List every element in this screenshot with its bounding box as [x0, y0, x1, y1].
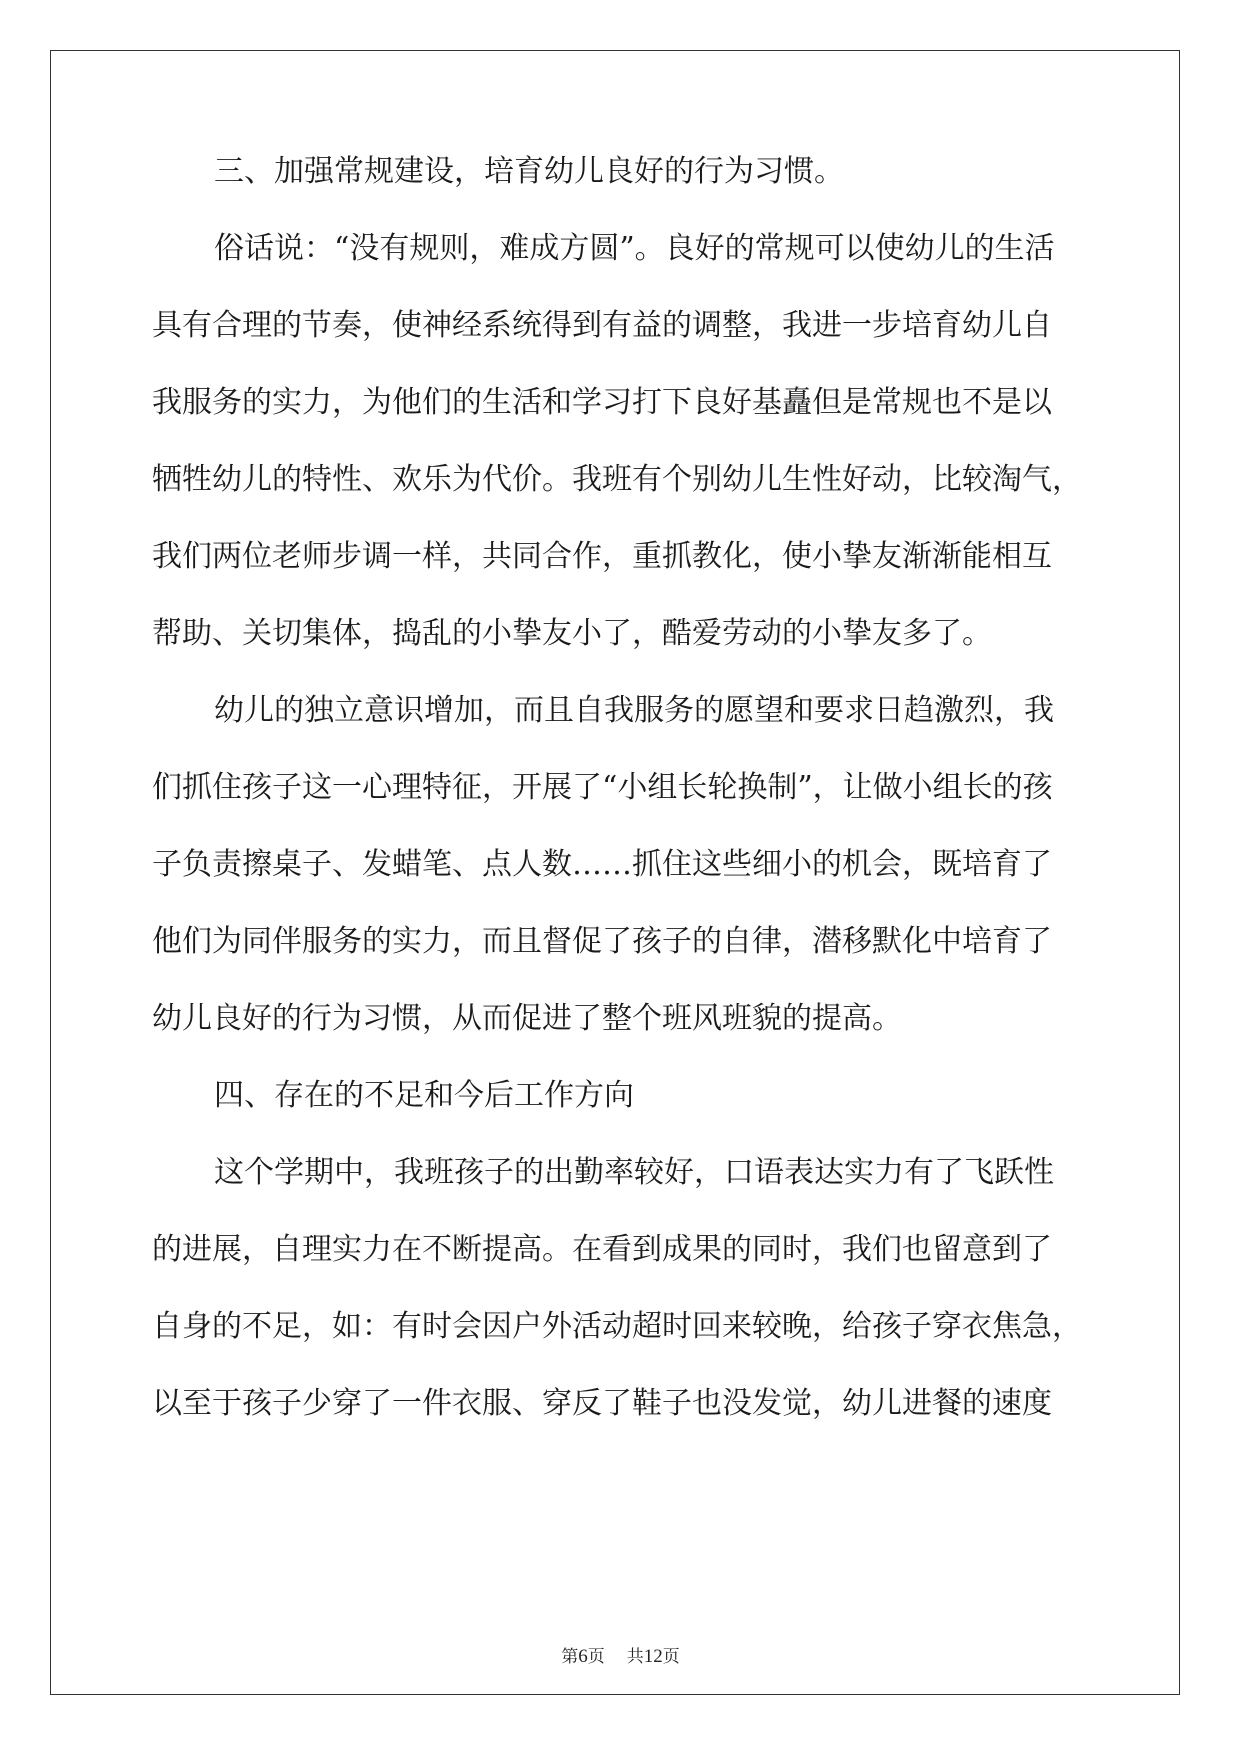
paragraph-line: 我们两位老师步调一样，共同合作，重抓教化，使小挚友渐渐能相互 [152, 539, 1052, 574]
section-heading-3: 三、加强常规建设，培育幼儿良好的行为习惯。 [214, 154, 844, 189]
footer-page-current: 6 [578, 1646, 588, 1667]
footer-page-prefix: 第 [561, 1647, 579, 1667]
paragraph-line: 以至于孩子少穿了一件衣服、穿反了鞋子也没发觉，幼儿进餐的速度 [152, 1386, 1052, 1421]
paragraph-line: 这个学期中，我班孩子的出勤率较好，口语表达实力有了飞跃性 [214, 1155, 1054, 1190]
footer-page-total: 12 [643, 1646, 663, 1667]
footer-total-suffix: 页 [662, 1647, 680, 1667]
paragraph-line: 幼儿的独立意识增加，而且自我服务的愿望和要求日趋激烈，我 [214, 693, 1054, 728]
section-heading-4: 四、存在的不足和今后工作方向 [214, 1078, 634, 1113]
paragraph-line: 我服务的实力，为他们的生活和学习打下良好基矗但是常规也不是以 [152, 385, 1052, 420]
footer-page-suffix: 页 [587, 1647, 605, 1667]
paragraph-line: 子负责擦桌子、发蜡笔、点人数……抓住这些细小的机会，既培育了 [152, 847, 1052, 882]
paragraph-line: 们抓住孩子这一心理特征，开展了“小组长轮换制”，让做小组长的孩 [152, 770, 1053, 805]
paragraph-line: 牺牲幼儿的特性、欢乐为代价。我班有个别幼儿生性好动，比较淘气， [152, 462, 1082, 497]
paragraph-line: 自身的不足，如：有时会因户外活动超时回来较晚，给孩子穿衣焦急， [152, 1309, 1082, 1344]
paragraph-line: 帮助、关切集体，捣乱的小挚友小了，酷爱劳动的小挚友多了。 [152, 616, 992, 651]
paragraph-line: 具有合理的节奏，使神经系统得到有益的调整，我进一步培育幼儿自 [152, 308, 1052, 343]
paragraph-line: 的进展，自理实力在不断提高。在看到成果的同时，我们也留意到了 [152, 1232, 1052, 1267]
footer-total-prefix: 共 [626, 1647, 644, 1667]
paragraph-line: 他们为同伴服务的实力，而且督促了孩子的自律，潜移默化中培育了 [152, 924, 1052, 959]
paragraph-line: 幼儿良好的行为习惯，从而促进了整个班风班貌的提高。 [152, 1001, 902, 1036]
page-footer [0, 1642, 1241, 1668]
paragraph-line: 俗话说：“没有规则，难成方圆”。良好的常规可以使幼儿的生活 [214, 231, 1055, 266]
